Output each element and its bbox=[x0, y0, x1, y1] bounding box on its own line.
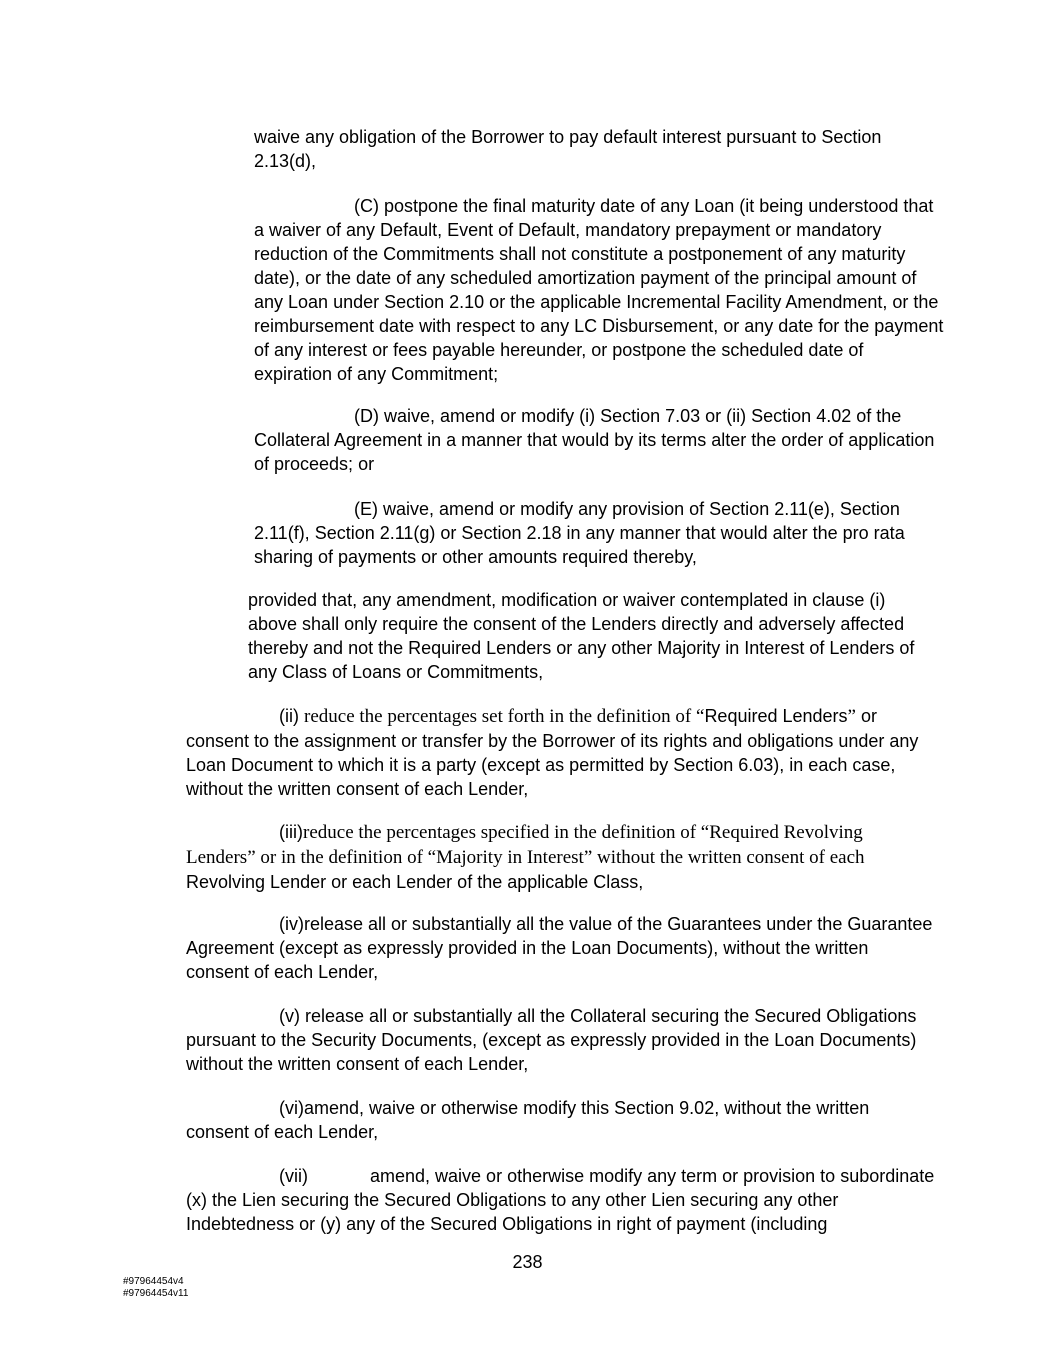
text-vi: amend, waive or otherwise modify this Section 9.02, without the written consent of each Lender, bbox=[186, 1098, 870, 1142]
paragraph-iii bbox=[186, 820, 936, 894]
paragraph-v bbox=[186, 1004, 936, 1076]
paragraph-proviso: provided that, any amendment, modification or waiver contemplated in clause (i) above shall only require the consent of the Lenders directly and adversely affected thereby and not the Required Lenders or any other Majority in Interest of Lenders of any Class of Loans or Commitments, bbox=[248, 590, 915, 682]
term-required-lenders: Required Lenders bbox=[704, 706, 848, 726]
text-ii-serif: reduce the percentages set forth in the definition of “ bbox=[304, 706, 705, 727]
text-iii-serif: reduce the percentages specified in the definition of “Required Revolving Lenders” or in the definition of “Majority in Interest” without the written consent of each bbox=[186, 822, 865, 868]
paragraph-vii bbox=[186, 1164, 936, 1236]
label-ii: (ii) bbox=[279, 706, 299, 726]
doc-id-2: #97964454v11 bbox=[123, 1288, 189, 1299]
paragraph-vi bbox=[186, 1096, 936, 1144]
text-d: waive, amend or modify (i) Section 7.03 or (ii) Section 4.02 of the Collateral Agreement in a manner that would by its terms alter the order of application of proceeds; or bbox=[254, 406, 935, 474]
page-number: 238 bbox=[512, 1252, 543, 1272]
label-iv: (iv) bbox=[279, 914, 304, 934]
label-d: (D) bbox=[354, 406, 379, 426]
label-c: (C) bbox=[354, 196, 379, 216]
text-iii: Revolving Lender or each Lender of the applicable Class, bbox=[186, 872, 644, 892]
text-vii: amend, waive or otherwise modify any term or provision to subordinate (x) the Lien securing the Secured Obligations to any other Lien securing any other Indebtedness or (y) any of the Secured Obligations in right of payment (including bbox=[186, 1166, 935, 1234]
paragraph-ii bbox=[186, 704, 936, 801]
paragraph-c bbox=[254, 194, 944, 386]
text-ii: or consent to the assignment or transfer by the Borrower of its rights and obligations under any Loan Document to which it is a party (except as permitted by Section 6.03), in each case, without the written consent of each Lender, bbox=[186, 706, 919, 799]
text-ii-quote: ” bbox=[847, 706, 856, 727]
doc-id-1: #97964454v4 bbox=[123, 1276, 184, 1287]
label-vi: (vi) bbox=[279, 1098, 304, 1118]
paragraph-intro: waive any obligation of the Borrower to pay default interest pursuant to Section 2.13(d), bbox=[254, 127, 882, 171]
text-c: postpone the final maturity date of any Loan (it being understood that a waiver of any Default, Event of Default, mandatory prepayment or mandatory reduction of the Commitments shall not constitute a postponement of any maturity date), or the date of any scheduled amortization payment of the principal amount of any Loan under Section 2.10 or the applicable Incremental Facility Amendment, or the reimbursement date with respect to any LC Disbursement, or any date for the payment of any interest or fees payable hereunder, or postpone the scheduled date of expiration of any Commitment; bbox=[254, 196, 944, 384]
text-v: release all or substantially all the Collateral securing the Secured Obligations pursuant to the Security Documents, (except as expressly provided in the Loan Documents) without the written consent of each Lender, bbox=[186, 1006, 917, 1074]
paragraph-iv bbox=[186, 912, 936, 984]
paragraph-d bbox=[254, 404, 944, 476]
label-vii: (vii) bbox=[279, 1166, 308, 1186]
paragraph-e bbox=[254, 497, 944, 569]
label-v: (v) bbox=[279, 1006, 300, 1026]
text-e: waive, amend or modify any provision of Section 2.11(e), Section 2.11(f), Section 2.11(g) or Section 2.18 in any manner that would alter the pro rata sharing of payments or other amounts required thereby, bbox=[254, 499, 905, 567]
text-iv: release all or substantially all the value of the Guarantees under the Guarantee Agreement (except as expressly provided in the Loan Documents), without the written consent of each Lender, bbox=[186, 914, 933, 982]
label-iii: (iii) bbox=[279, 822, 303, 842]
label-e: (E) bbox=[354, 499, 378, 519]
